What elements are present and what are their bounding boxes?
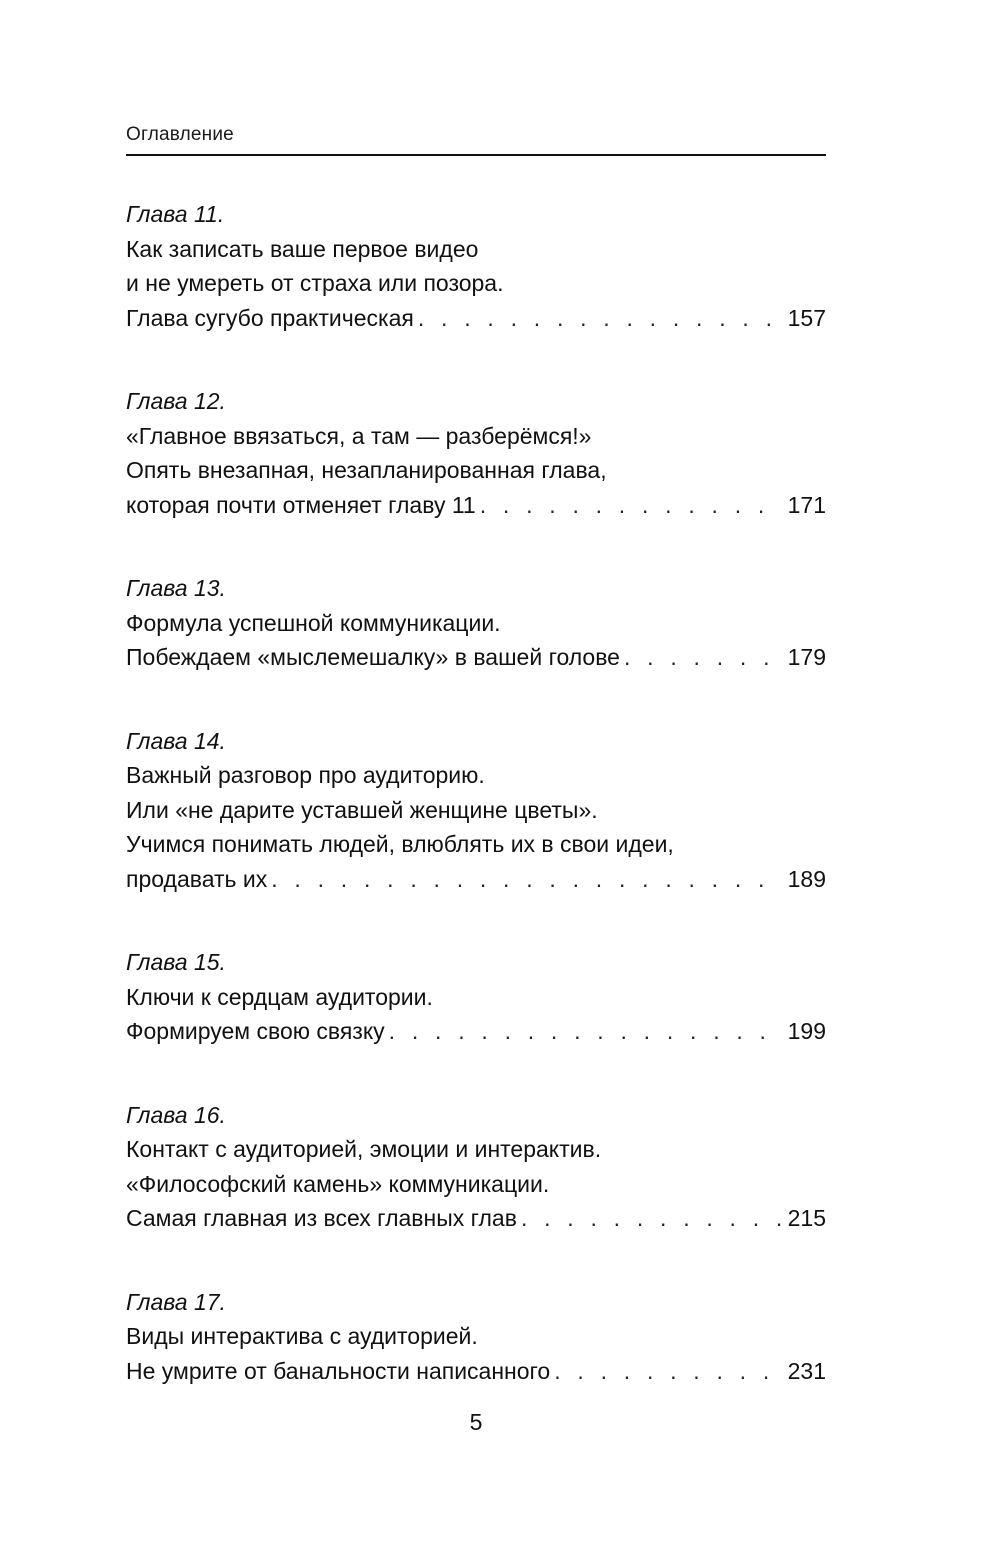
chapter-title-line: Ключи к сердцам аудитории. <box>126 983 433 1010</box>
toc-entry-chapter-12 <box>126 384 826 522</box>
toc-entry-chapter-15 <box>126 945 826 1049</box>
toc-link-chapter-17[interactable] <box>126 1354 826 1389</box>
toc-link-chapter-16[interactable] <box>126 1201 826 1236</box>
dot-leader <box>521 1201 782 1236</box>
chapter-title-line: Опять внезапная, незапланированная глава, <box>126 457 607 483</box>
chapter-title-line: Побеждаем «мыслемешалку» в вашей голове <box>126 644 620 670</box>
chapter-number: Глава 11. <box>126 201 225 227</box>
page-reference: 199 <box>787 1018 826 1044</box>
chapter-title-line: Или «не дарите уставшей женщине цветы». <box>126 796 598 823</box>
chapter-number: Глава 17. <box>126 1288 226 1315</box>
chapter-title-line: Формируем свою связку <box>126 1018 385 1044</box>
toc-link-chapter-12[interactable] <box>126 488 826 523</box>
chapter-title-line: Самая главная из всех главных глав <box>126 1205 517 1231</box>
chapter-title-line: Глава сугубо практическая <box>126 304 414 331</box>
chapter-number: Глава 13. <box>126 575 226 601</box>
chapter-title-line: «Главное ввязаться, а там — разберёмся!» <box>126 422 592 449</box>
chapter-title-line: продавать их <box>126 865 268 892</box>
dot-leader <box>389 1014 782 1049</box>
chapter-number: Глава 16. <box>126 1101 226 1128</box>
page-reference: 179 <box>787 644 826 670</box>
chapter-title-line: Виды интерактива с аудиторией. <box>126 1323 478 1349</box>
page-reference: 157 <box>787 304 826 331</box>
chapter-title-line: Важный разговор про аудиторию. <box>126 762 485 788</box>
dot-leader <box>554 1354 781 1389</box>
chapter-title-line: Как записать ваше первое видео <box>126 235 479 262</box>
dot-leader <box>418 301 782 336</box>
toc-entry-chapter-13 <box>126 571 826 675</box>
chapter-number: Глава 15. <box>126 949 226 975</box>
chapter-title-line: «Философский камень» коммуникации. <box>126 1170 550 1197</box>
page-reference: 231 <box>787 1357 826 1384</box>
chapter-title-line: Учимся понимать людей, влюблять их в свои идеи, <box>126 831 674 857</box>
chapter-number: Глава 14. <box>126 727 226 754</box>
toc-link-chapter-11[interactable] <box>126 301 826 336</box>
page-reference: 215 <box>787 1205 826 1231</box>
dot-leader <box>624 640 782 675</box>
page-number: 5 <box>469 1409 483 1435</box>
chapter-title-line: которая почти отменяет главу 11 <box>126 491 476 518</box>
book-page <box>126 0 826 1552</box>
chapter-title-line: Не умрите от банальности написанного <box>126 1357 551 1384</box>
toc-entry-chapter-16 <box>126 1098 826 1236</box>
page-reference: 189 <box>787 865 826 892</box>
chapter-title-line: Контакт с аудиторией, эмоции и интерактив. <box>126 1136 602 1162</box>
page-reference: 171 <box>787 491 826 518</box>
chapter-title-line: и не умереть от страха или позора. <box>126 270 504 296</box>
table-of-contents <box>126 197 826 1437</box>
chapter-number: Глава 12. <box>126 388 226 414</box>
toc-link-chapter-13[interactable] <box>126 640 826 675</box>
toc-link-chapter-15[interactable] <box>126 1014 826 1049</box>
toc-entry-chapter-14 <box>126 724 826 897</box>
toc-entry-chapter-11 <box>126 197 826 335</box>
dot-leader <box>271 862 781 897</box>
running-head: Оглавление <box>126 124 234 145</box>
chapter-title-line: Формула успешной коммуникации. <box>126 609 501 636</box>
toc-link-chapter-14[interactable] <box>126 862 826 897</box>
header-rule <box>126 154 826 156</box>
toc-entry-chapter-17 <box>126 1285 826 1389</box>
dot-leader <box>480 488 782 523</box>
